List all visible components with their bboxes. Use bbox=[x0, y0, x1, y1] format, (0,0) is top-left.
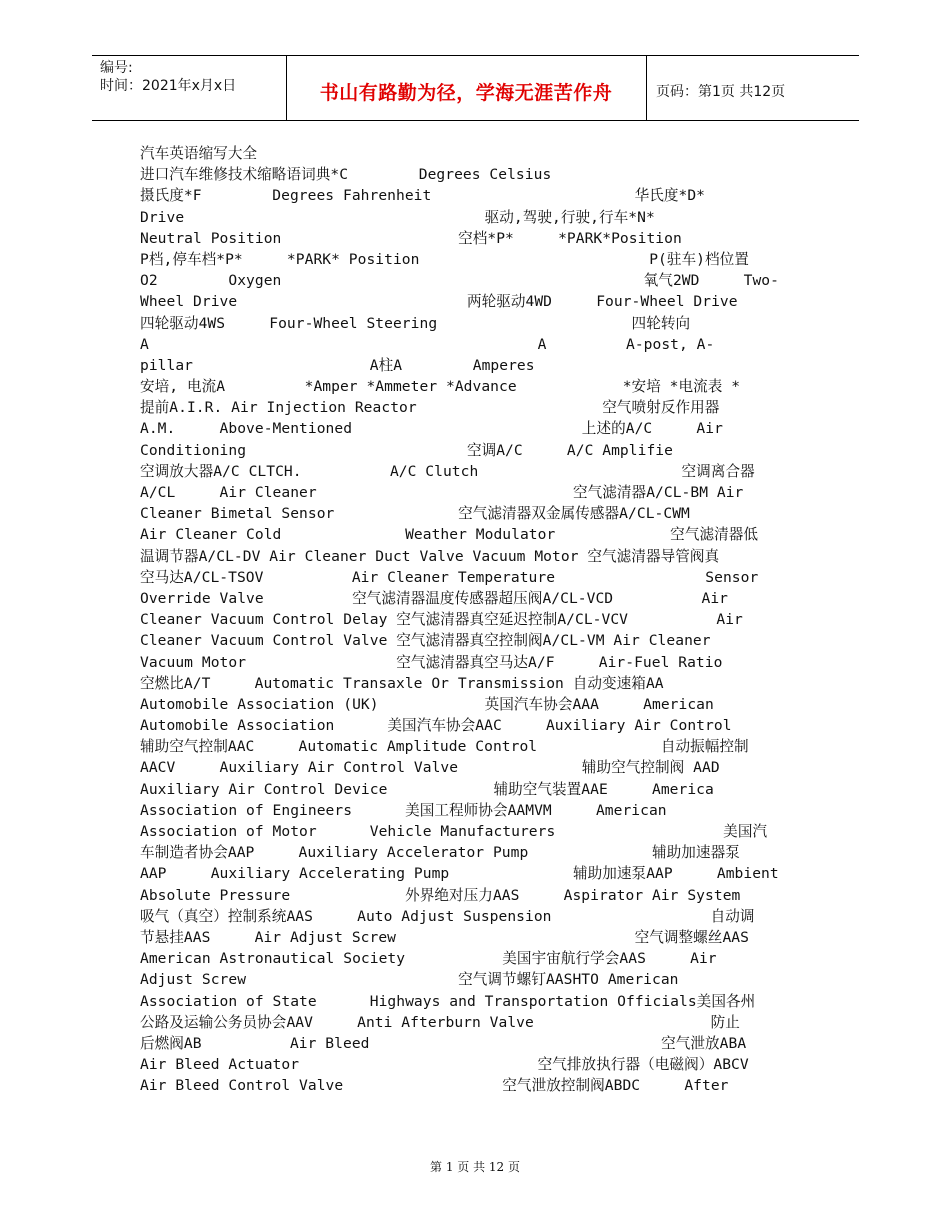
text-line: Air Bleed Actuator 空气排放执行器（电磁阀）ABCV bbox=[140, 1056, 749, 1074]
text-line: AACV Auxiliary Air Control Valve 辅助空气控制阀 AAD bbox=[140, 759, 720, 777]
text-line: Association of Engineers 美国工程师协会AAMVM American bbox=[140, 801, 667, 819]
text-line: 汽车英语缩写大全 bbox=[140, 145, 258, 162]
text-line: 公路及运输公务员协会AAV Anti Afterburn Valve 防止 bbox=[140, 1013, 740, 1031]
text-line: 车制造者协会AAP Auxiliary Accelerator Pump 辅助加速器泵 bbox=[140, 844, 740, 862]
text-line: Conditioning 空调A/C A/C Amplifie bbox=[140, 441, 673, 459]
text-line: Vacuum Motor 空气滤清器真空马达A/F Air-Fuel Ratio bbox=[140, 653, 723, 671]
text-line: 空马达A/CL-TSOV Air Cleaner Temperature Sensor bbox=[140, 568, 759, 586]
motto: 书山有路勤为径，学海无涯苦作舟 bbox=[319, 82, 613, 104]
text-line: Association of Motor Vehicle Manufacturers 美国汽 bbox=[140, 823, 768, 840]
text-line: Air Bleed Control Valve 空气泄放控制阀ABDC After bbox=[140, 1077, 729, 1095]
text-line: Cleaner Vacuum Control Valve 空气滤清器真空控制阀A/CL-VM Air Cleaner bbox=[140, 632, 711, 650]
text-line: 吸气（真空）控制系统AAS Auto Adjust Suspension 自动调 bbox=[140, 907, 755, 925]
text-line: Absolute Pressure 外界绝对压力AAS Aspirator Air System bbox=[140, 886, 741, 904]
text-line: AAP Auxiliary Accelerating Pump 辅助加速泵AAP Ambient bbox=[140, 865, 779, 883]
text-line: A.M. Above-Mentioned 上述的A/C Air bbox=[140, 420, 723, 438]
document-body bbox=[140, 143, 810, 1096]
text-line: 进口汽车维修技术缩略语词典*C Degrees Celsius bbox=[140, 166, 552, 184]
text-line: 节悬挂AAS Air Adjust Screw 空气调整螺丝AAS bbox=[140, 928, 749, 946]
text-line: 空燃比A/T Automatic Transaxle Or Transmission 自动变速箱AA bbox=[140, 674, 664, 692]
text-line: P档,停车档*P* *PARK* Position P(驻车)档位置 bbox=[140, 250, 749, 268]
text-line: 后燃阀AB Air Bleed 空气泄放ABA bbox=[140, 1034, 747, 1052]
page-info: 页码：第1页 共12页 bbox=[656, 84, 786, 100]
header-page-cell bbox=[646, 56, 859, 120]
text-line: Automobile Association 美国汽车协会AAC Auxiliary Air Control bbox=[140, 717, 732, 735]
text-line: A A A-post, A- bbox=[140, 335, 715, 353]
text-line: Air Cleaner Cold Weather Modulator 空气滤清器低 bbox=[140, 526, 759, 544]
text-line: Cleaner Bimetal Sensor 空气滤清器双金属传感器A/CL-CWM bbox=[140, 505, 690, 523]
number-label: 编号: bbox=[100, 60, 133, 76]
text-line: 四轮驱动4WS Four-Wheel Steering 四轮转向 bbox=[140, 314, 691, 332]
text-line: Association of State Highways and Transportation Officials美国各州 bbox=[140, 992, 756, 1010]
text-line: A/CL Air Cleaner 空气滤清器A/CL-BM Air bbox=[140, 484, 744, 501]
time-label: 时间：2021年x月x日 bbox=[100, 78, 237, 94]
text-line: Auxiliary Air Control Device 辅助空气装置AAE America bbox=[140, 780, 714, 798]
text-line: Adjust Screw 空气调节螺钉AASHTO American bbox=[140, 971, 679, 989]
text-line: 空调放大器A/C CLTCH. A/C Clutch 空调离合器 bbox=[140, 462, 755, 480]
text-line: 安培, 电流A *Amper *Ammeter *Advance *安培 *电流表 * bbox=[140, 378, 741, 396]
document-header bbox=[92, 55, 859, 121]
text-line: pillar A柱A Amperes bbox=[140, 356, 535, 374]
text-line: American Astronautical Society 美国宇宙航行学会AAS Air bbox=[140, 950, 717, 968]
text-line: Neutral Position 空档*P* *PARK*Position bbox=[140, 229, 682, 247]
header-meta-cell bbox=[92, 56, 287, 120]
text-line: Override Valve 空气滤清器温度传感器超压阀A/CL-VCD Air bbox=[140, 589, 728, 607]
text-line: 摄氏度*F Degrees Fahrenheit 华氏度*D* bbox=[140, 187, 706, 205]
text-line: Cleaner Vacuum Control Delay 空气滤清器真空延迟控制A/CL-VCV Air bbox=[140, 611, 743, 629]
page-footer: 第 1 页 共 12 页 bbox=[430, 1160, 520, 1174]
text-line: 提前A.I.R. Air Injection Reactor 空气喷射反作用器 bbox=[140, 399, 720, 417]
header-motto-cell bbox=[286, 56, 647, 120]
text-line: O2 Oxygen 氧气2WD Two- bbox=[140, 272, 779, 290]
text-line: 辅助空气控制AAC Automatic Amplitude Control 自动振幅控制 bbox=[140, 738, 749, 756]
text-line: 温调节器A/CL-DV Air Cleaner Duct Valve Vacuum Motor 空气滤清器导管阀真 bbox=[140, 547, 720, 565]
text-line: Wheel Drive 两轮驱动4WD Four-Wheel Drive bbox=[140, 293, 738, 311]
text-line: Automobile Association (UK) 英国汽车协会AAA American bbox=[140, 695, 714, 713]
text-line: Drive 驱动,驾驶,行驶,行车*N* bbox=[140, 208, 655, 226]
